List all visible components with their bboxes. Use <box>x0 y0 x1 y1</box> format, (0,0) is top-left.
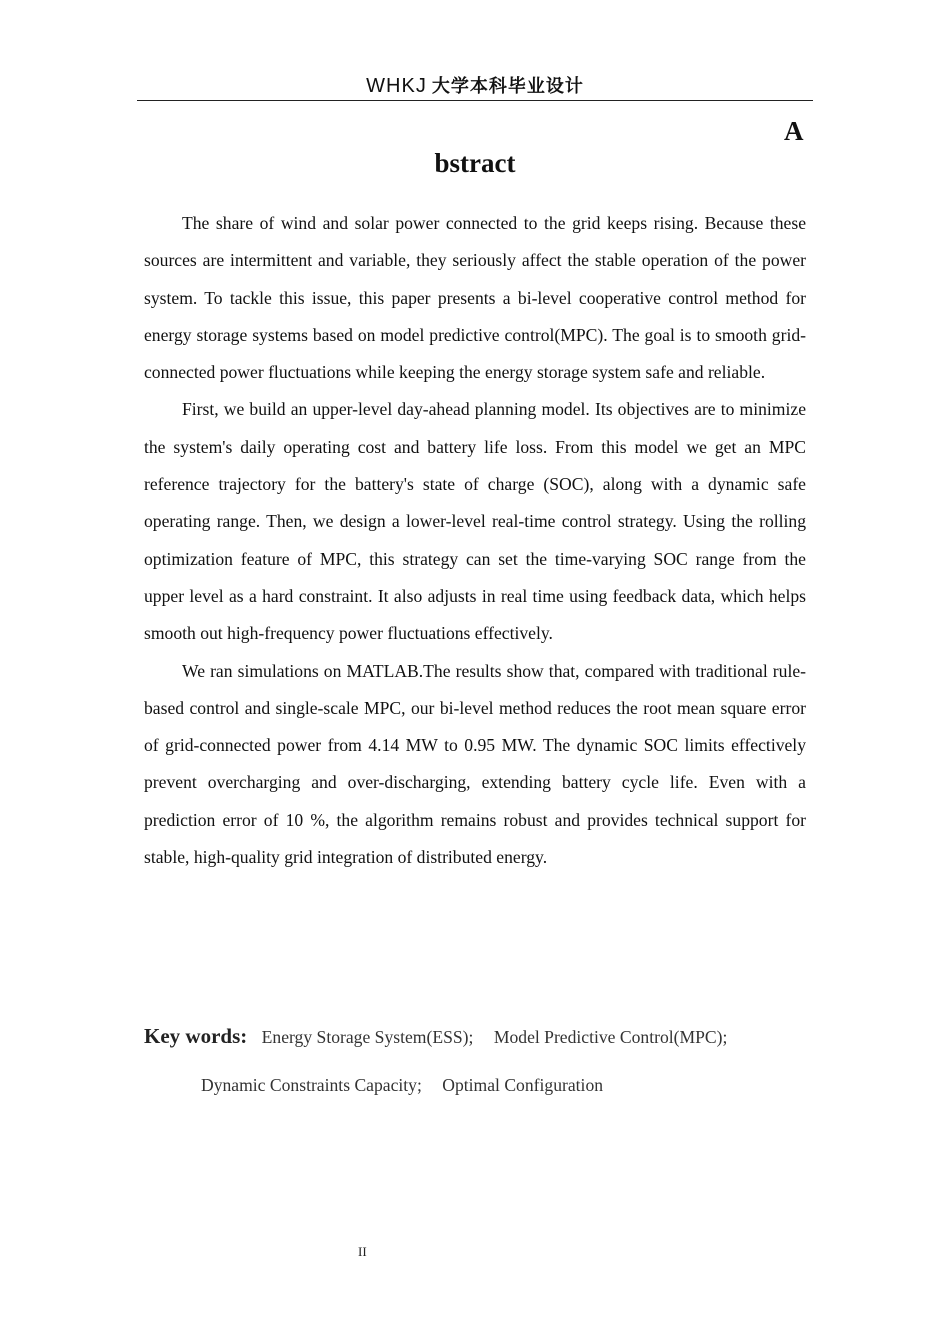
abstract-paragraph-2: First, we build an upper-level day-ahead planning model. Its objectives are to minimize the system's daily operating cost and battery life loss. From this model we get an MPC reference trajectory for the battery's state of charge (SOC), along with a dynamic safe operating range. Then, we design a lower-level real-time control strategy. Using the rolling optimization feature of MPC, this strategy can set the time-varying SOC range from the upper level as a hard constraint. It also adjusts in real time using feedback data, which helps smooth out high-frequency power fluctuations effectively. <box>144 399 806 644</box>
keyword-item: Energy Storage System(ESS); <box>261 1027 474 1047</box>
keywords-line-2 <box>201 1075 619 1096</box>
page-number: II <box>358 1244 367 1259</box>
keywords-label: Key words: <box>144 1024 248 1048</box>
keyword-item: Model Predictive Control(MPC); <box>493 1027 728 1047</box>
abstract-title-rest: bstract <box>434 148 516 178</box>
page-header <box>137 72 813 101</box>
abstract-paragraph-1: The share of wind and solar power connected to the grid keeps rising. Because these sources are intermittent and variable, they seriously affect the stable operation of the power system. To tackle this issue, this paper presents a bi-level cooperative control method for energy storage systems based on model predictive control(MPC). The goal is to smooth grid-connected power fluctuations while keeping the energy storage system safe and reliable. <box>144 213 806 383</box>
header-latin: WHKJ <box>366 75 427 97</box>
abstract-body <box>144 205 806 876</box>
abstract-paragraph-3: We ran simulations on MATLAB.The results show that, compared with traditional rule-based control and single-scale MPC, our bi-level method reduces the root mean square error of grid-connected power from 4.14 MW to 0.95 MW. The dynamic SOC limits effectively prevent overcharging and over-discharging, extending battery cycle life. Even with a prediction error of 10 %, the algorithm remains robust and provides technical support for stable, high-quality grid integration of distributed energy. <box>144 660 806 868</box>
keyword-item: Dynamic Constraints Capacity; <box>201 1075 422 1095</box>
abstract-title-first-letter: A <box>784 116 804 146</box>
keywords-line-1 <box>144 1024 743 1049</box>
header-title: 大学本科毕业设计 <box>431 76 584 97</box>
keyword-item: Optimal Configuration <box>442 1075 604 1095</box>
